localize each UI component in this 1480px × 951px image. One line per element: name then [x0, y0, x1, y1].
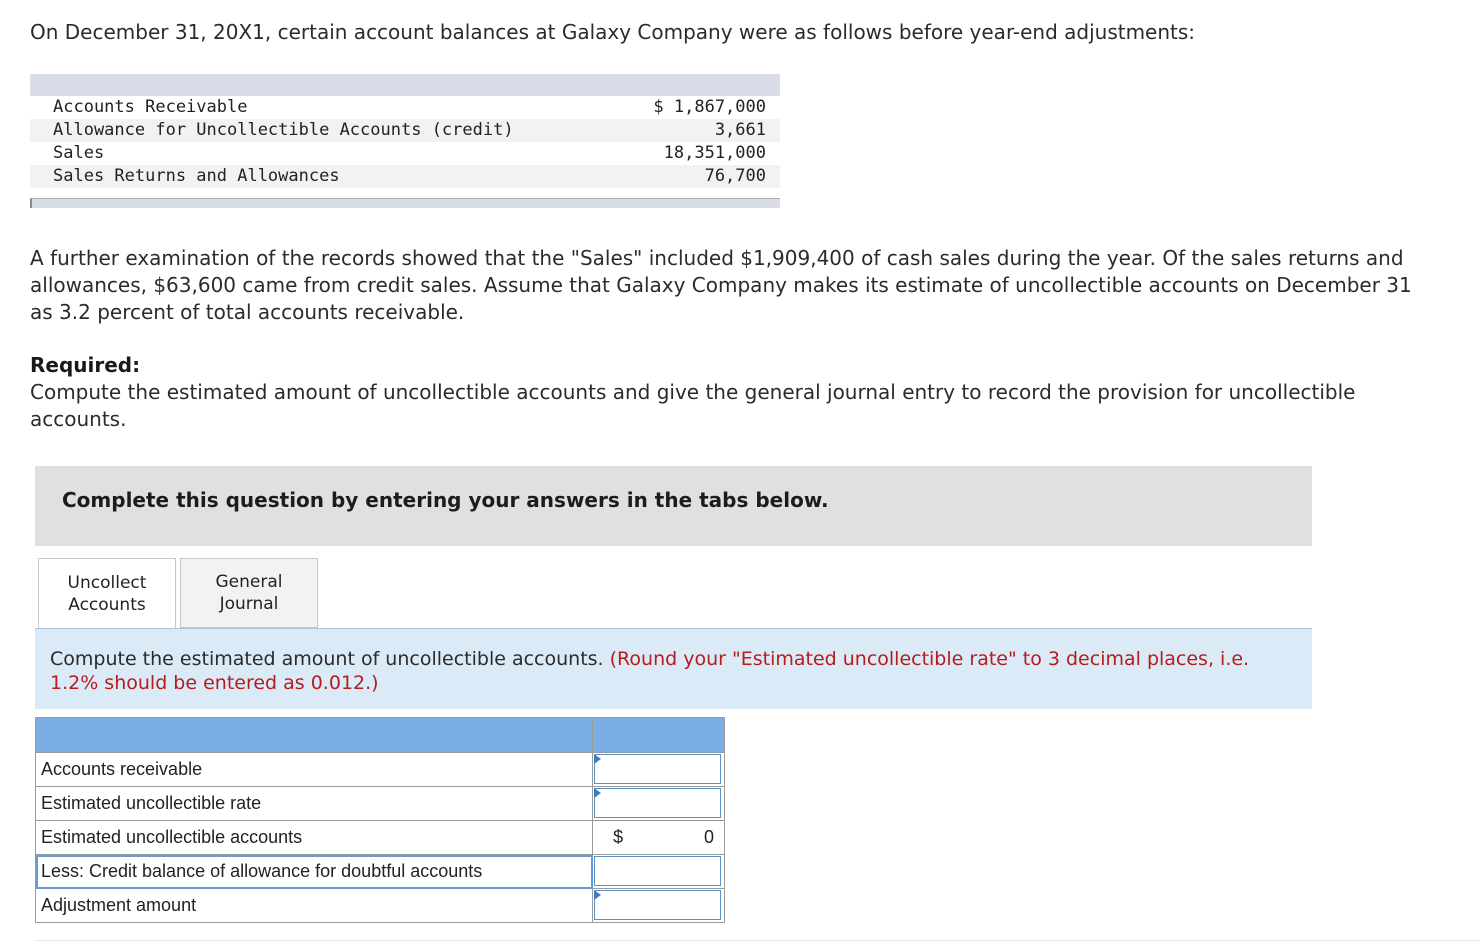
balance-label: Accounts Receivable	[53, 97, 248, 117]
balance-row	[30, 119, 780, 142]
problem-details: A further examination of the records showed that the "Sales" included $1,909,400 of cash sales during the year. Of the sales returns and allowances, $63,600 came from credit sales. Assume that Galaxy Company makes its estimate of uncollectible accounts on December 31 as 3.2 percent of total accounts receivable.	[30, 246, 1412, 324]
question-panel	[35, 628, 1312, 709]
tab-label-line: Uncollect	[67, 573, 147, 593]
estimated-uncollectible-value	[593, 821, 725, 855]
required-text: Compute the estimated amount of uncollectible accounts and give the general journal entry to record the provision for uncollectible accounts.	[30, 380, 1356, 431]
table-row	[36, 753, 725, 787]
question-text	[50, 647, 1300, 695]
balances-footer	[30, 198, 780, 208]
tab-uncollect-accounts[interactable]	[38, 558, 176, 629]
table-row	[36, 821, 725, 855]
rounding-note: (Round your "Estimated uncollectible rate" to 3 decimal places, i.e. 1.2% should be entered as 0.012.)	[50, 648, 1250, 694]
balances-table	[30, 74, 780, 208]
row-label: Estimated uncollectible rate	[36, 787, 593, 821]
question-main: Compute the estimated amount of uncollectible accounts.	[50, 648, 604, 670]
problem-intro: On December 31, 20X1, certain account balances at Galaxy Company were as follows before year-end adjustments:	[30, 20, 1196, 44]
instructions-text: Complete this question by entering your answers in the tabs below.	[62, 488, 829, 512]
balance-label: Sales	[53, 143, 105, 163]
balance-value: $ 1,867,000	[653, 97, 766, 117]
answer-table-header	[36, 718, 725, 753]
tab-label-line: Accounts	[68, 595, 146, 615]
row-label: Accounts receivable	[36, 753, 593, 787]
required-heading: Required:	[30, 353, 141, 377]
balances-header	[30, 74, 780, 96]
balance-row	[30, 96, 780, 119]
balance-value: 76,700	[704, 166, 766, 186]
row-label: Less: Credit balance of allowance for doubtful accounts	[36, 855, 593, 889]
cell-marker-icon	[594, 788, 601, 798]
row-label: Adjustment amount	[36, 889, 593, 923]
cell-marker-icon	[594, 890, 601, 900]
instructions-banner	[35, 466, 1312, 546]
divider	[35, 940, 1480, 941]
tab-label-line: Journal	[219, 594, 279, 614]
uncollectible-rate-input[interactable]	[594, 788, 721, 818]
adjustment-amount-input[interactable]	[594, 890, 721, 920]
answer-tabs	[38, 558, 318, 629]
balance-value: 18,351,000	[663, 143, 766, 163]
tab-label-line: General	[215, 572, 283, 592]
balance-value: 3,661	[714, 120, 766, 140]
cell-marker-icon	[594, 754, 601, 764]
balance-row	[30, 142, 780, 165]
currency-symbol: $	[613, 827, 624, 847]
tab-general-journal[interactable]	[180, 558, 318, 628]
table-row	[36, 787, 725, 821]
balance-row	[30, 165, 780, 188]
answer-table	[35, 717, 725, 923]
required-section	[30, 352, 1430, 433]
table-row	[36, 855, 725, 889]
computed-value: 0	[703, 827, 714, 847]
balance-label: Allowance for Uncollectible Accounts (credit)	[53, 120, 514, 140]
balance-label: Sales Returns and Allowances	[53, 166, 340, 186]
row-label: Estimated uncollectible accounts	[36, 821, 593, 855]
accounts-receivable-input[interactable]	[594, 754, 721, 784]
allowance-credit-input[interactable]	[594, 856, 721, 886]
table-row	[36, 889, 725, 923]
